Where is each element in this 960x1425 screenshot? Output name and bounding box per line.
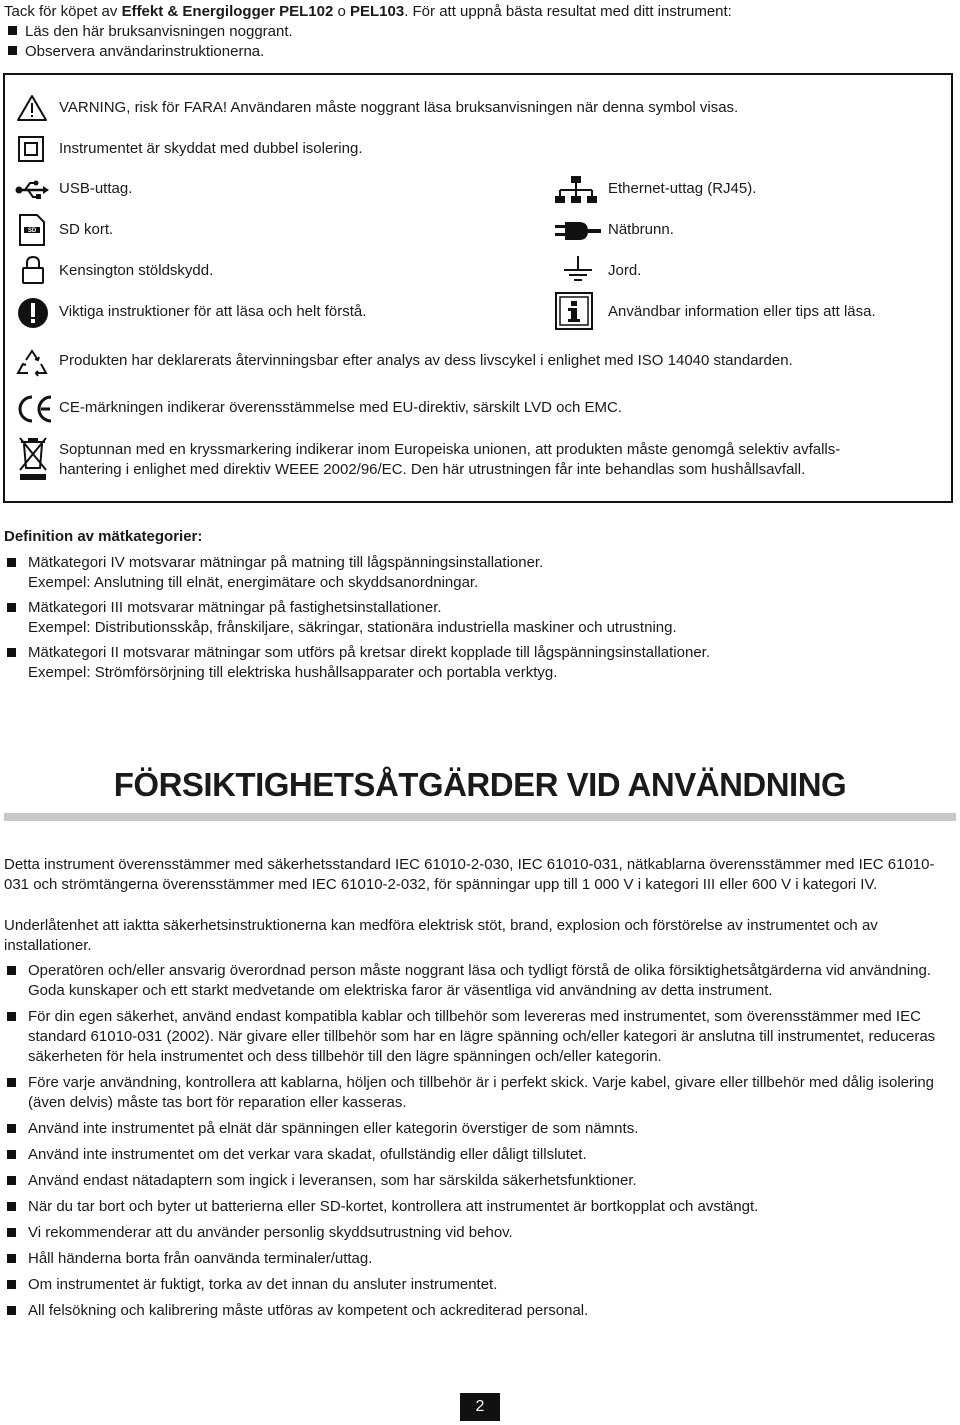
kensington-lock-icon <box>21 255 45 285</box>
bullet-square-icon <box>7 1078 16 1087</box>
info-text: Användbar information eller tips att läsa. <box>608 303 876 320</box>
list-item <box>1 1301 959 1321</box>
double-insulation-icon <box>18 136 44 162</box>
svg-text:SD: SD <box>27 228 37 234</box>
intro-model2: PEL103 <box>349 3 405 20</box>
precaution-text: Före varje användning, kontrollera att kablarna, höljen och tillbehör är i perfekt skick. Varje kabel, givare eller tillbehör med dålig isolering (även delvis) måste tas bort för reparation eller kasseras. <box>28 1074 935 1111</box>
categories-list <box>1 553 951 683</box>
earth-text: Jord. <box>608 262 642 279</box>
bullet-square-icon <box>7 558 16 567</box>
bullet-square-icon <box>7 1124 16 1133</box>
list-item <box>1 961 959 1001</box>
recycling-text: Produkten har deklarerats återvinningsbar efter analys av dess livscykel i enlighet med ISO 14040 standarden. <box>59 352 793 369</box>
list-item <box>1 598 951 638</box>
precaution-text: Använd inte instrumentet om det verkar vara skadat, ofullständig eller dåligt tillslutet. <box>28 1146 587 1163</box>
bullet-square-icon <box>7 966 16 975</box>
list-item <box>1 1073 959 1113</box>
bullet-square-icon <box>7 1202 16 1211</box>
weee-bin-icon <box>18 436 48 482</box>
mains-text: Nätbrunn. <box>608 221 674 238</box>
sd-text: SD kort. <box>59 221 114 238</box>
list-item <box>1 1249 959 1269</box>
ethernet-icon <box>555 175 597 205</box>
intro-product: Effekt & Energilogger PEL102 <box>121 3 334 20</box>
intro-bullet <box>4 42 732 62</box>
info-icon <box>555 292 593 330</box>
list-item <box>1 1007 959 1067</box>
bullet-square-icon <box>7 648 16 657</box>
ce-mark-icon <box>15 394 55 424</box>
precaution-text: Om instrumentet är fuktigt, torka av det innan du ansluter instrumentet. <box>28 1276 498 1293</box>
category-example: Exempel: Strömförsörjning till elektriska hushållsapparater och portabla verktyg. <box>28 664 558 681</box>
list-item <box>1 1275 959 1295</box>
precaution-text: Använd endast nätadaptern som ingick i leveransen, som har särskilda säkerhetsfunktioner. <box>28 1172 637 1189</box>
category-text: Mätkategori IV motsvarar mätningar på matning till lågspänningsinstallationer. <box>28 554 544 571</box>
list-item <box>1 1145 959 1165</box>
list-item <box>1 553 951 593</box>
category-example: Exempel: Distributionsskåp, frånskiljare, säkringar, stationära industriella maskiner och utrustning. <box>28 619 677 636</box>
warning-text: VARNING, risk för FARA! Användaren måste noggrant läsa bruksanvisningen när denna symbol visas. <box>59 99 739 116</box>
kensington-text: Kensington stöldskydd. <box>59 262 214 279</box>
bullet-square-icon <box>7 1012 16 1021</box>
intro <box>4 2 732 62</box>
bullet-square-icon <box>7 1150 16 1159</box>
precaution-text: Håll händerna borta från oanvända terminaler/uttag. <box>28 1250 373 1267</box>
intro-line <box>4 2 732 22</box>
precaution-text: Använd inte instrumentet på elnät där spänningen eller kategorin överstiger de som nämnts. <box>28 1120 639 1137</box>
symbols-box <box>3 73 953 503</box>
bullet-square-icon <box>7 1280 16 1289</box>
category-text: Mätkategori II motsvarar mätningar som utförs på kretsar direkt kopplade till lågspänningsinstallationer. <box>28 644 710 661</box>
precaution-text: När du tar bort och byter ut batterierna eller SD-kortet, kontrollera att instrumentet är bortkopplat och avstängt. <box>28 1198 759 1215</box>
page-title: FÖRSIKTIGHETSÅTGÄRDER VID ANVÄNDNING <box>113 766 847 803</box>
double-insulation-text: Instrumentet är skyddat med dubbel isolering. <box>59 140 363 157</box>
list-item <box>1 1223 959 1243</box>
precaution-text: Operatören och/eller ansvarig överordnad person måste noggrant läsa och tydligt förstå de olika försiktighetsåtgärderna vid användning. Goda kunskaper och ett starkt medvetande om elektriska faror är väsentliga vid användning av detta instrument. <box>28 962 932 999</box>
usb-text: USB-uttag. <box>59 180 133 197</box>
intro-prefix: Tack för köpet av <box>4 3 122 20</box>
intro-bullet <box>4 22 732 42</box>
precautions-list <box>1 961 959 1321</box>
intro-suffix: . För att uppnå bästa resultat med ditt instrument: <box>404 3 732 20</box>
precaution-text: Vi rekommenderar att du använder personlig skyddsutrustning vid behov. <box>28 1224 513 1241</box>
list-item <box>1 1171 959 1191</box>
usb-icon <box>15 180 49 200</box>
bullet-square-icon <box>7 603 16 612</box>
ethernet-text: Ethernet-uttag (RJ45). <box>608 180 757 197</box>
weee-text <box>59 440 840 480</box>
heading-rule <box>4 813 956 821</box>
bullet-square-icon <box>7 1306 16 1315</box>
warning-paragraph: Underlåtenhet att iaktta säkerhetsinstruktionerna kan medföra elektrisk stöt, brand, explosion och förstörelse av instrumentet och av installationer. <box>4 917 878 954</box>
list-item <box>1 1197 959 1217</box>
list-item <box>1 1119 959 1139</box>
category-text: Mätkategori III motsvarar mätningar på fastighetsinstallationer. <box>28 599 442 616</box>
intro-bullet-text: Observera användarinstruktionerna. <box>25 43 265 60</box>
recycling-icon <box>16 348 48 380</box>
bullet-square-icon <box>7 1176 16 1185</box>
precaution-text: All felsökning och kalibrering måste utföras av kompetent och ackrediterad personal. <box>28 1302 589 1319</box>
weee-line: hantering i enlighet med direktiv WEEE 2002/96/EC. Den här utrustningen får inte behandlas som hushållsavfall. <box>59 461 806 478</box>
bullet-square-icon <box>8 26 17 35</box>
ce-text: CE-märkningen indikerar överensstämmelse med EU-direktiv, särskilt LVD och EMC. <box>59 399 622 416</box>
bullet-square-icon <box>7 1228 16 1237</box>
warning-triangle-icon <box>16 94 48 122</box>
page-number: 2 <box>460 1393 500 1421</box>
important-text: Viktiga instruktioner för att läsa och helt förstå. <box>59 303 367 320</box>
list-item <box>1 643 951 683</box>
mains-plug-icon <box>555 220 601 242</box>
standards-paragraph: Detta instrument överensstämmer med säkerhetsstandard IEC 61010-2-030, IEC 61010-031, nätkablarna överensstämmer med IEC 61010-031 och strömtängerna överensstämmer med IEC 61010-2-032, för spänningar upp till 1 000 V i kategori III eller 600 V i kategori IV. <box>4 856 935 893</box>
bullet-square-icon <box>7 1254 16 1263</box>
category-example: Exempel: Anslutning till elnät, energimätare och skyddsanordningar. <box>28 574 479 591</box>
weee-line: Soptunnan med en kryssmarkering indikerar inom Europeiska unionen, att produkten måste genomgå selektiv avfalls- <box>59 441 841 458</box>
bullet-square-icon <box>8 46 17 55</box>
important-exclamation-icon <box>17 297 49 329</box>
sd-card-icon <box>18 214 46 246</box>
categories-title: Definition av mätkategorier: <box>4 528 203 545</box>
earth-ground-icon <box>563 256 593 282</box>
intro-mid: o <box>333 3 350 20</box>
precaution-text: För din egen säkerhet, använd endast kompatibla kablar och tillbehör som levereras med instrumentet, som överensstämmer med IEC standard 61010-031 (2002). När givare eller tillbehör som har en lägre spänning och/eller kategori är anslutna till instrumentet, reduceras säkerheten för hela instrumentet och dess tillbehör till den lägre spänningen och/eller kategorin. <box>28 1008 936 1065</box>
intro-bullet-text: Läs den här bruksanvisningen noggrant. <box>25 23 293 40</box>
